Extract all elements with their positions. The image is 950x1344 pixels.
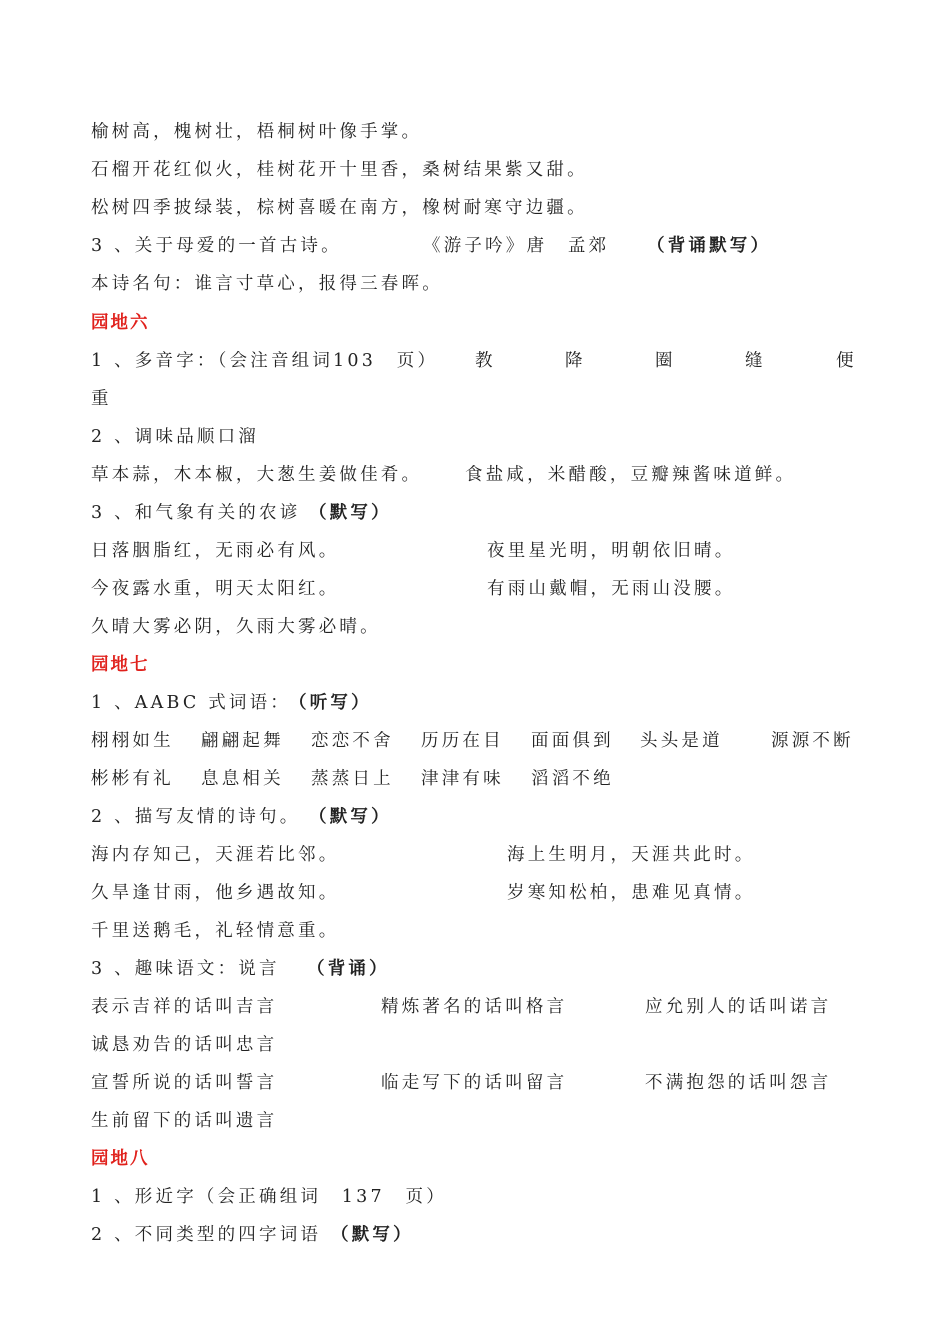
polyphone-char: 降 — [565, 351, 586, 371]
word-definition: 宣誓所说的话叫誓言 — [91, 1073, 278, 1093]
line-29: 1 、形近字（会正确组词 137 页） — [91, 1187, 447, 1207]
fun-chinese-title: 3 、趣味语文：说言 — [91, 959, 280, 979]
polyphone-char: 圈 — [655, 351, 676, 371]
dictation-tag: （听写） — [289, 693, 372, 713]
word-definition: 应允别人的话叫诺言 — [645, 997, 832, 1017]
proverb-title: 3 、和气象有关的农谚 — [91, 503, 301, 523]
idiom: 历历在目 — [421, 731, 504, 751]
section-3-title: 3 、关于母爱的一首古诗。 — [91, 236, 342, 256]
line-8: 重 — [91, 389, 112, 409]
idiom: 津津有味 — [421, 769, 504, 789]
polyphone-char: 便 — [836, 351, 857, 371]
poem-line: 岁寒知松柏，患难见真情。 — [507, 883, 756, 903]
poem-line: 海上生明月，天涯共此时。 — [507, 845, 756, 865]
idiom: 源源不断 — [771, 731, 854, 751]
line-1: 榆树高，槐树壮，梧桐树叶像手掌。 — [91, 122, 423, 142]
polyphone-char: 缝 — [745, 351, 766, 371]
idiom: 蒸蒸日上 — [311, 769, 394, 789]
idiom: 翩翩起舞 — [201, 731, 284, 751]
line-25: 诚恳劝告的话叫忠言 — [91, 1035, 278, 1055]
heading-garden-6: 园地六 — [91, 313, 150, 333]
idiom: 栩栩如生 — [91, 731, 174, 751]
line-9: 2 、调味品顺口溜 — [91, 427, 259, 447]
polyphone-char: 教 — [475, 351, 496, 371]
proverb: 日落胭脂红，无雨必有风。 — [91, 541, 340, 561]
word-definition: 表示吉祥的话叫吉言 — [91, 997, 278, 1017]
heading-garden-8: 园地八 — [91, 1149, 150, 1169]
friendship-title: 2 、描写友情的诗句。 — [91, 807, 301, 827]
recite-tag: （背诵默写） — [647, 236, 772, 256]
line-14: 久晴大雾必阴，久雨大雾必晴。 — [91, 617, 381, 637]
proverb: 夜里星光明，明朝依旧晴。 — [487, 541, 736, 561]
dictation-tag: （默写） — [309, 807, 392, 827]
heading-garden-7: 园地七 — [91, 655, 150, 675]
four-char-title: 2 、不同类型的四字词语 — [91, 1225, 322, 1245]
idiom: 恋恋不舍 — [311, 731, 394, 751]
word-definition: 临走写下的话叫留言 — [381, 1073, 568, 1093]
line-22: 千里送鹅毛，礼轻情意重。 — [91, 921, 340, 941]
poem-title: 《游子吟》唐 孟郊 — [423, 236, 610, 256]
recite-tag: （背诵） — [307, 959, 390, 979]
idiom: 滔滔不绝 — [531, 769, 614, 789]
aabc-title: 1 、AABC 式词语： — [91, 693, 292, 713]
proverb: 有雨山戴帽，无雨山没腰。 — [487, 579, 736, 599]
line-3: 松树四季披绿装，棕树喜暖在南方，橡树耐寒守边疆。 — [91, 198, 588, 218]
line-27: 生前留下的话叫遗言 — [91, 1111, 278, 1131]
word-definition: 不满抱怨的话叫怨言 — [645, 1073, 832, 1093]
line-5: 本诗名句：谁言寸草心，报得三春晖。 — [91, 274, 443, 294]
dictation-tag: （默写） — [309, 503, 392, 523]
dictation-tag: （默写） — [331, 1225, 414, 1245]
poem-line: 海内存知己，天涯若比邻。 — [91, 845, 340, 865]
idiom: 彬彬有礼 — [91, 769, 174, 789]
idiom: 面面俱到 — [531, 731, 614, 751]
rhyme-part-2: 食盐咸，米醋酸，豆瓣辣酱味道鲜。 — [465, 465, 797, 485]
idiom: 头头是道 — [640, 731, 723, 751]
line-2: 石榴开花红似火，桂树花开十里香，桑树结果紫又甜。 — [91, 160, 588, 180]
idiom: 息息相关 — [201, 769, 284, 789]
poem-line: 久旱逢甘雨，他乡遇故知。 — [91, 883, 340, 903]
polyphone-title: 1 、多音字：（会注音组词103 页） — [91, 351, 439, 371]
rhyme-part-1: 草本蒜，木本椒，大葱生姜做佳肴。 — [91, 465, 423, 485]
word-definition: 精炼著名的话叫格言 — [381, 997, 568, 1017]
proverb: 今夜露水重，明天太阳红。 — [91, 579, 340, 599]
